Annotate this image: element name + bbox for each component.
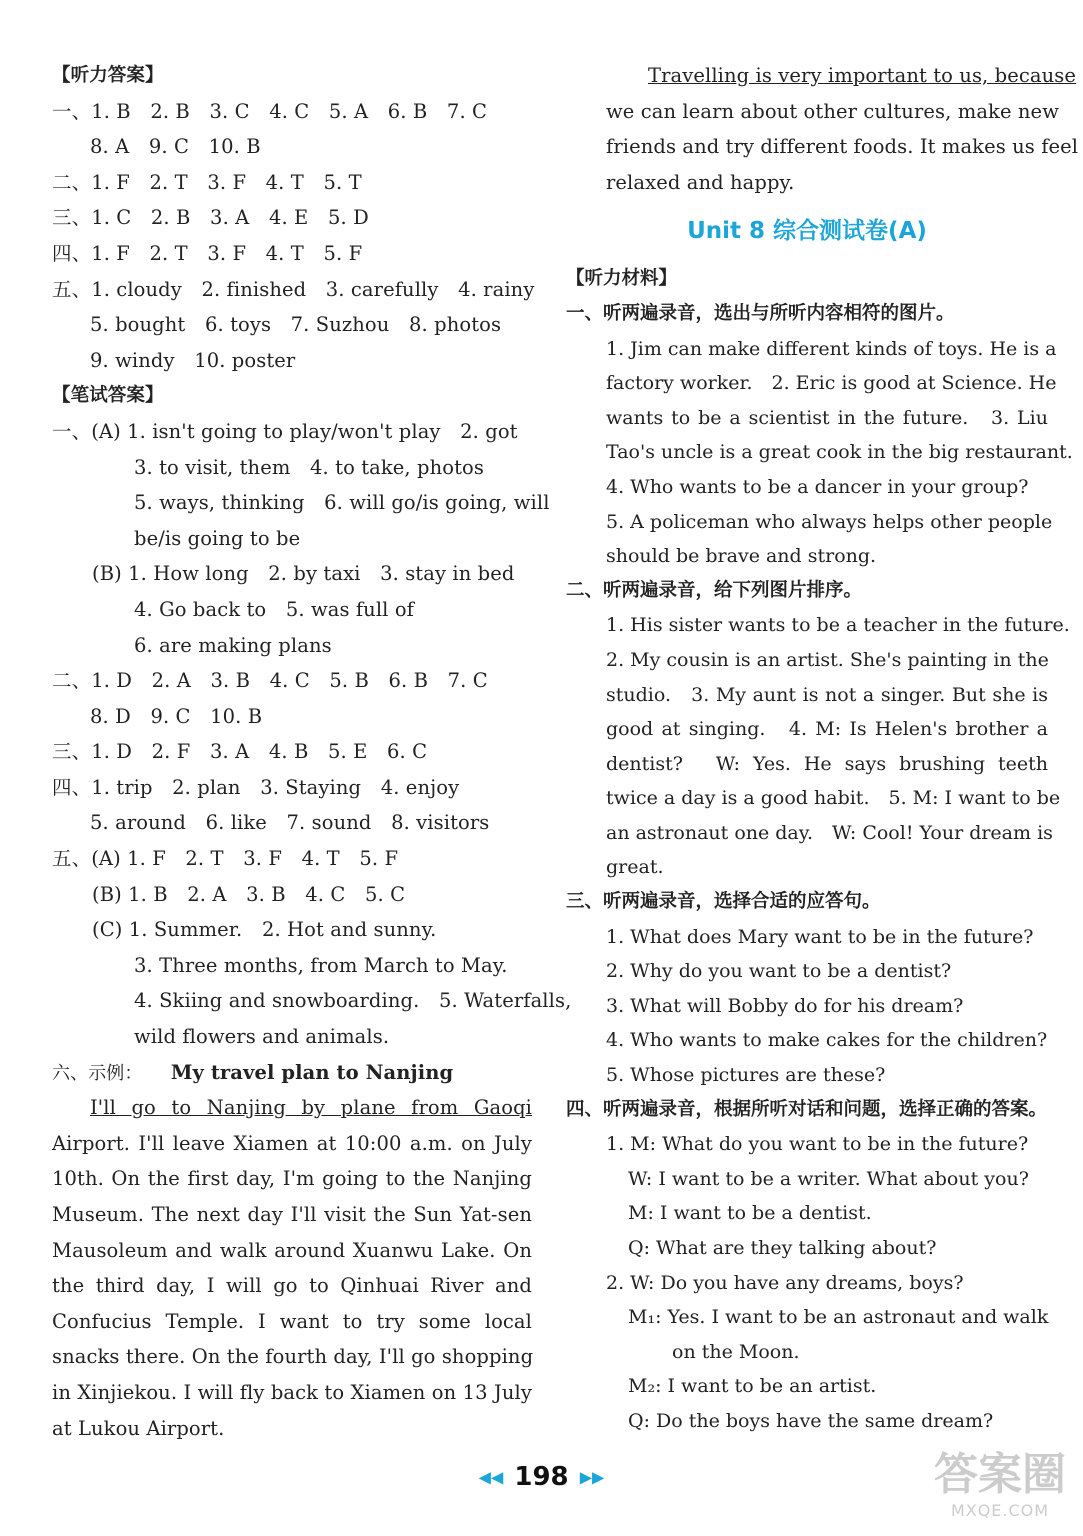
essay-text: snacks there. On the fourth day, I'll go shopping xyxy=(52,1345,534,1369)
essay-text: friends and try different foods. It makes us feel xyxy=(606,135,1079,159)
watermark xyxy=(925,1450,1075,1530)
answer-line: (B) 1. How long 2. by taxi 3. stay in bed xyxy=(92,562,515,586)
material-line xyxy=(566,643,1048,678)
answer-line: 5. around 6. like 7. sound 8. visitors xyxy=(90,811,490,835)
material-line: 5. Whose pictures are these? xyxy=(606,1064,886,1087)
material-text: Tao's uncle is a great cook in the big restaurant. xyxy=(606,441,1073,464)
material-line xyxy=(566,747,1048,782)
material-line xyxy=(566,332,1057,367)
answer-line: 四、1. F 2. T 3. F 4. T 5. F xyxy=(52,241,363,265)
answer-line: 五、(A) 1. F 2. T 3. F 4. T 5. F xyxy=(52,847,399,871)
material-text: 1. Jim can make different kinds of toys. He is a xyxy=(606,337,1057,360)
essay-text: Museum. The next day I'll visit the Sun Yat-sen xyxy=(52,1203,532,1226)
material-line xyxy=(566,816,1053,851)
essay-continuation-line xyxy=(566,94,1059,130)
material-text: 2. My cousin is an artist. She's painting in the xyxy=(606,648,1049,671)
right-column xyxy=(566,58,1079,1439)
material-line: 4. Who wants to make cakes for the children? xyxy=(606,1029,1048,1052)
answer-line: 4. Go back to 5. was full of xyxy=(134,597,414,621)
answer-line: 一、(A) 1. isn't going to play/won't play 2. got xyxy=(52,419,518,443)
section-header: 三、听两遍录音，选择合适的应答句。 xyxy=(566,891,881,913)
dialogue-line: 1. M: What do you want to be in the future? xyxy=(606,1133,1029,1156)
answer-line: (B) 1. B 2. A 3. B 4. C 5. C xyxy=(92,882,406,906)
answer-line: (C) 1. Summer. 2. Hot and sunny. xyxy=(92,918,437,942)
answer-line: 一、1. B 2. B 3. C 4. C 5. A 6. B 7. C xyxy=(52,99,488,123)
essay-text: in Xinjiekou. I will fly back to Xiamen on 13 July xyxy=(52,1380,532,1404)
section-header: 二、听两遍录音，给下列图片排序。 xyxy=(566,579,863,601)
material-line xyxy=(566,401,1048,436)
answer-line: be/is going to be xyxy=(134,526,301,550)
material-line: 2. Why do you want to be a dentist? xyxy=(606,960,952,983)
dialogue-line: on the Moon. xyxy=(672,1340,800,1363)
answer-line: wild flowers and animals. xyxy=(134,1025,390,1049)
essay-title: My travel plan to Nanjing xyxy=(170,1060,454,1084)
material-text: twice a day is a good habit. 5. M: I want to be xyxy=(606,787,1061,810)
double-right-arrow-icon: ▶▶ xyxy=(579,1467,605,1487)
essay-line xyxy=(52,1375,532,1411)
material-line xyxy=(566,608,1070,643)
answer-line: 二、1. F 2. T 3. F 4. T 5. T xyxy=(52,170,362,194)
essay-text: 10th. On the first day, I'm going to the Nanjing xyxy=(52,1167,532,1191)
material-line: great. xyxy=(606,856,664,879)
material-line xyxy=(566,366,1057,401)
listening-answers-header: 【听力答案】 xyxy=(52,65,164,86)
essay-label: 六、示例： xyxy=(52,1062,143,1084)
material-line: 4. Who wants to be a dancer in your group? xyxy=(606,475,1029,498)
dialogue-line: M₁: Yes. I want to be an astronaut and walk xyxy=(628,1306,1049,1329)
section-header: 一、听两遍录音，选出与所听内容相符的图片。 xyxy=(566,302,955,324)
material-text: dentist? W: Yes. He says brushing teeth xyxy=(606,752,1048,775)
answer-line: 三、1. C 2. B 3. A 4. E 5. D xyxy=(52,206,369,230)
written-answers-header: 【笔试答案】 xyxy=(52,385,164,407)
material-text: wants to be a scientist in the future. 3. Liu xyxy=(606,406,1048,429)
answer-line: 3. to visit, them 4. to take, photos xyxy=(134,455,484,479)
material-line xyxy=(566,505,1053,540)
essay-text: Confucius Temple. I want to try some local xyxy=(52,1309,532,1333)
essay-underlined-text: I'll go to Nanjing by plane from Gaoqi xyxy=(90,1096,532,1120)
essay-line: at Lukou Airport. xyxy=(52,1416,225,1440)
material-text: 5. A policeman who always helps other people xyxy=(606,510,1053,533)
dialogue-line: M: I want to be a dentist. xyxy=(628,1202,872,1225)
section-header: 四、听两遍录音，根据所听对话和问题，选择正确的答案。 xyxy=(566,1098,1048,1120)
page-number: 198 xyxy=(514,1462,569,1492)
essay-heading xyxy=(52,1055,532,1091)
unit-title: Unit 8 综合测试卷(A) xyxy=(687,218,927,245)
dialogue-line: 2. W: Do you have any dreams, boys? xyxy=(606,1271,964,1294)
essay-text: the third day, I will go to Qinhuai River and xyxy=(52,1274,532,1298)
answer-line: 8. A 9. C 10. B xyxy=(90,135,261,159)
answer-line: 三、1. D 2. F 3. A 4. B 5. E 6. C xyxy=(52,740,428,764)
answer-line: 3. Three months, from March to May. xyxy=(134,953,508,977)
essay-text: Airport. I'll leave Xiamen at 10:00 a.m. on July xyxy=(52,1131,532,1155)
material-text: good at singing. 4. M: Is Helen's brother a xyxy=(606,718,1048,741)
essay-continuation-line xyxy=(566,58,1077,94)
answer-line: 五、1. cloudy 2. finished 3. carefully 4. rainy xyxy=(52,277,535,301)
dialogue-line: M₂: I want to be an artist. xyxy=(628,1375,877,1398)
material-line: 1. What does Mary want to be in the future? xyxy=(606,925,1034,948)
essay-line xyxy=(52,1090,532,1126)
answer-line: 6. are making plans xyxy=(134,633,332,657)
dialogue-line: Q: What are they talking about? xyxy=(628,1237,937,1259)
material-line: 3. What will Bobby do for his dream? xyxy=(606,994,964,1017)
material-text: 1. His sister wants to be a teacher in the future. xyxy=(606,614,1070,637)
dialogue-line: Q: Do the boys have the same dream? xyxy=(628,1409,994,1432)
answer-line: 二、1. D 2. A 3. B 4. C 5. B 6. B 7. C xyxy=(52,669,488,693)
essay-line xyxy=(52,1268,532,1304)
essay-text: we can learn about other cultures, make new xyxy=(606,99,1059,123)
double-left-arrow-icon: ◀◀ xyxy=(478,1467,504,1487)
essay-line xyxy=(52,1339,532,1375)
material-line xyxy=(566,678,1048,713)
watermark-url: MXQE.COM xyxy=(950,1501,1050,1520)
essay-line xyxy=(52,1233,532,1269)
material-line xyxy=(566,712,1048,747)
essay-underlined-text: Travelling is very important to us, because xyxy=(648,64,1077,87)
dialogue-line: W: I want to be a writer. What about you? xyxy=(628,1167,1029,1190)
essay-line xyxy=(52,1161,532,1197)
essay-text: Mausoleum and walk around Xuanwu Lake. On xyxy=(52,1238,532,1262)
essay-line xyxy=(52,1197,532,1233)
material-text: studio. 3. My aunt is not a singer. But she is xyxy=(606,683,1048,706)
essay-continuation-line: relaxed and happy. xyxy=(606,170,795,194)
answer-line: 8. D 9. C 10. B xyxy=(90,704,263,728)
listening-material-header: 【听力材料】 xyxy=(566,268,678,290)
answer-line: 5. ways, thinking 6. will go/is going, will xyxy=(134,491,550,515)
material-text: an astronaut one day. W: Cool! Your dream is xyxy=(606,821,1053,844)
answer-line: 9. windy 10. poster xyxy=(90,348,296,372)
material-line xyxy=(566,781,1061,816)
essay-line xyxy=(52,1304,532,1340)
material-line: should be brave and strong. xyxy=(606,545,877,568)
essay-line xyxy=(52,1126,532,1162)
page-footer xyxy=(0,1462,1083,1502)
watermark-logo-icon: 答案圈 xyxy=(934,1449,1066,1500)
essay-continuation-line xyxy=(566,129,1079,165)
material-text: factory worker. 2. Eric is good at Science. He xyxy=(606,372,1057,395)
answer-line: 4. Skiing and snowboarding. 5. Waterfalls, xyxy=(134,989,572,1013)
answer-line: 四、1. trip 2. plan 3. Staying 4. enjoy xyxy=(52,775,460,799)
answer-line: 5. bought 6. toys 7. Suzhou 8. photos xyxy=(90,313,502,337)
material-line xyxy=(566,435,1073,470)
left-column xyxy=(52,58,572,1446)
